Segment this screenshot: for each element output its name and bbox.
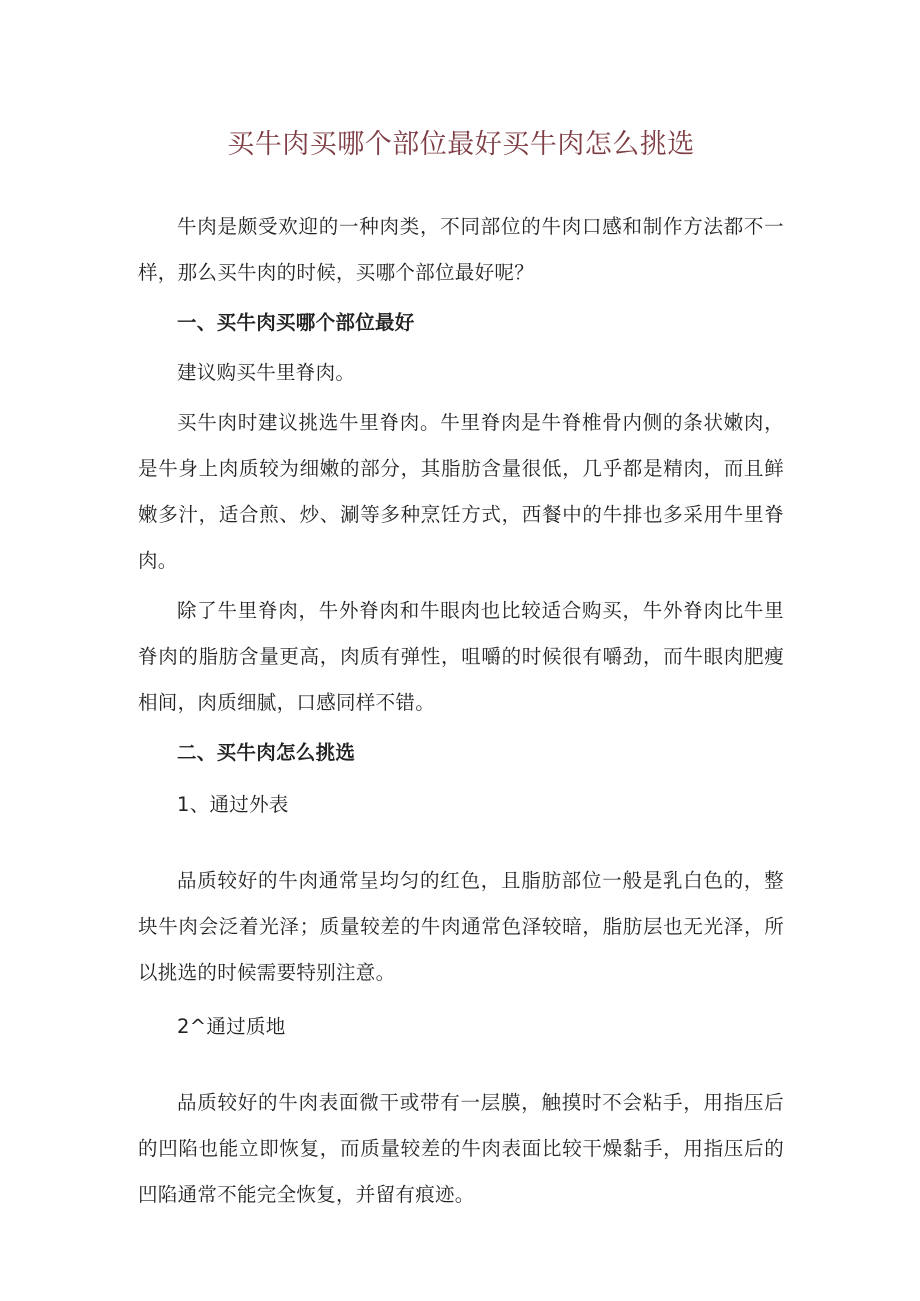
section1-paragraph-1: 建议购买牛里脊肉。: [177, 361, 356, 384]
section2-item2-title-block: [138, 1004, 784, 1050]
section1-heading: 一、买牛肉买哪个部位最好: [177, 311, 415, 334]
section2-item1-text: 品质较好的牛肉通常呈均匀的红色，且脂肪部位一般是乳白色的，整块牛肉会泛着光泽；质量较差的牛肉通常色泽较暗，脂肪层也无光泽，所以挑选的时候需要特别注意。: [138, 869, 784, 984]
section1-p2-block: [138, 400, 784, 584]
section1-paragraph-3: 除了牛里脊肉，牛外脊肉和牛眼肉也比较适合购买，牛外脊肉比牛里脊肉的脂肪含量更高，肉质有弹性，咀嚼的时候很有嚼劲，而牛眼肉肥瘦相间，肉质细腻，口感同样不错。: [138, 599, 784, 714]
section2-item1-title-block: [138, 782, 784, 828]
section1-paragraph-2: 买牛肉时建议挑选牛里脊肉。牛里脊肉是牛脊椎骨内侧的条状嫩肉，是牛身上肉质较为细嫩的部分，其脂肪含量很低，几乎都是精肉，而且鲜嫩多汁，适合煎、炒、涮等多种烹饪方式，西餐中的牛排也多采用牛里脊肉。: [138, 411, 784, 572]
intro-paragraph: 牛肉是颇受欢迎的一种肉类，不同部位的牛肉口感和制作方法都不一样，那么买牛肉的时候，买哪个部位最好呢？: [138, 215, 784, 284]
section2-heading: 二、买牛肉怎么挑选: [177, 741, 356, 764]
section2-item2-title: 2^通过质地: [177, 1015, 286, 1038]
section2-item1-text-block: [138, 858, 784, 996]
section1-p1-block: [138, 350, 784, 396]
section2-item1-title: 1、通过外表: [177, 793, 289, 816]
document-title: 买牛肉买哪个部位最好买牛肉怎么挑选: [227, 129, 695, 160]
section1-heading-block: [138, 300, 784, 346]
section2-item2-text-block: [138, 1080, 784, 1218]
section2-item2-text: 品质较好的牛肉表面微干或带有一层膜，触摸时不会粘手，用指压后的凹陷也能立即恢复，而质量较差的牛肉表面比较干燥黏手，用指压后的凹陷通常不能完全恢复，并留有痕迹。: [138, 1091, 784, 1206]
intro-block: [138, 204, 784, 296]
section2-heading-block: [138, 730, 784, 776]
section1-p3-block: [138, 588, 784, 726]
